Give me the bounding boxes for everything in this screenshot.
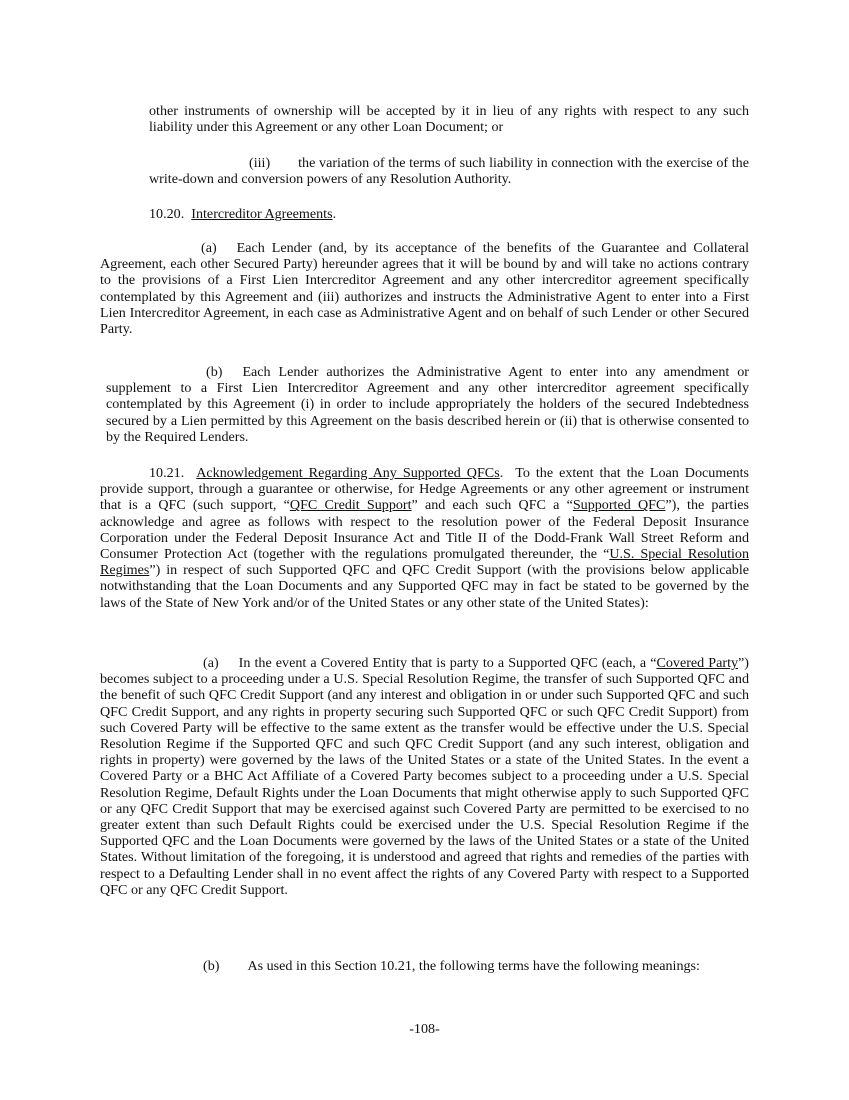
section-10-21-text-2: ” and each such QFC a “: [411, 497, 573, 514]
section-10-21-title-end: .: [499, 465, 504, 481]
section-10-21-text-4: ”) in respect of such Supported QFC and QFC Credit Support (with the provisions below applicable notwithstanding that the Loan Documents and any Supported QFC may in fact be stated to be governed by the laws of the State of New York and/or of the United States or any other state of the United States):: [100, 562, 749, 611]
section-10-21-text-3: ”), the parties acknowledge and agree as follows with respect to the resolution power of the Federal Deposit Insurance Corporation under the Federal Deposit Insurance Act and Title II of the Dodd-Frank Wall Street Reform and Consumer Protection Act (together with the regulations promulgated thereunder, the “: [100, 497, 749, 563]
section-10-20-a-label: (a): [201, 240, 217, 256]
section-10-20-number: 10.20.: [149, 206, 185, 222]
section-10-20-b-text: Each Lender authorizes the Administrative Agent to enter into any amendment or supplement to a First Lien Intercreditor Agreement and any other intercreditor agreement specifically contemplated by this Agreement (i) in order to include appropriately the holders of the secured Indebtedness secured by a Lien permitted by this Agreement on the basis described herein or (ii) that is otherwise consented to by the Required Lenders.: [106, 364, 749, 445]
page-number: -108-: [409, 1021, 440, 1037]
section-10-21-a-text-2: ”) becomes subject to a proceeding under a U.S. Special Resolution Regime, the transfer of such Supported QFC and the benefit of such QFC Credit Support (and any interest and obligation in or under such Supported QFC and such QFC Credit Support, and any rights in property securing such Supported QFC or such QFC Credit Support) from such Covered Party will be effective to the same extent as the transfer would be effective under the U.S. Special Resolution Regime if the Supported QFC and such QFC Credit Support (and any such interest, obligation and rights in property) were governed by the laws of the United States or a state of the United States. In the event a Covered Party or a BHC Act Affiliate of a Covered Party becomes subject to a proceeding under a U.S. Special Resolution Regime, Default Rights under the Loan Documents that might otherwise apply to such Supported QFC or any QFC Credit Support that may be exercised against such Covered Party are permitted to be exercised to no greater extent than such Default Rights could be exercised under the U.S. Special Resolution Regime if the Supported QFC and the Loan Documents were governed by the laws of the United States or a state of the United States. Without limitation of the foregoing, it is understood and agreed that rights and remedies of the parties with respect to a Defaulting Lender shall in no event affect the rights of any Covered Party with respect to a Supported QFC or any QFC Credit Support.: [100, 655, 749, 898]
section-10-20-title-end: .: [332, 206, 337, 222]
section-10-21-a-text-1: In the event a Covered Entity that is party to a Supported QFC (each, a “: [238, 655, 657, 671]
defined-term-us-special-resolution-regimes: U.S. Special Resolution Regimes: [100, 546, 749, 579]
section-10-21-b-text: As used in this Section 10.21, the following terms have the following meanings:: [247, 958, 700, 974]
section-10-20-heading: [149, 206, 749, 222]
section-10-21-number: 10.21.: [149, 465, 185, 481]
continuation-paragraph: [149, 103, 749, 135]
section-10-21-b-label: (b): [203, 958, 220, 974]
defined-term-covered-party: Covered Party: [656, 655, 739, 671]
section-10-21-text-1: To the extent that the Loan Documents provide support, through a guarantee or otherwise, for Hedge Agreements or any other agreement or instrument that is a QFC (such support, “: [100, 465, 749, 514]
clause-iii-paragraph: [149, 155, 749, 187]
section-10-20-sub-a: [100, 240, 749, 337]
section-10-21-a-label: (a): [203, 655, 219, 671]
section-10-20-sub-b: [106, 364, 749, 445]
clause-iii-number: (iii): [249, 155, 271, 171]
section-10-21-paragraph: [100, 465, 749, 611]
section-10-20-a-text: Each Lender (and, by its acceptance of the benefits of the Guarantee and Collateral Agreement, each other Secured Party) hereunder agrees that it will be bound by and will take no actions contrary to the provisions of a First Lien Intercreditor Agreement and any other intercreditor agreement specifically contemplated by this Agreement and (iii) authorizes and instructs the Administrative Agent to enter into a First Lien Intercreditor Agreement, in each case as Administrative Agent and on behalf of such Lender or other Secured Party.: [100, 240, 749, 338]
continuation-text: other instruments of ownership will be accepted by it in lieu of any rights with respect to any such liability under this Agreement or any other Loan Document; or: [149, 103, 749, 136]
defined-term-supported-qfc: Supported QFC: [572, 497, 666, 514]
section-10-20-b-label: (b): [206, 364, 223, 380]
section-10-21-title: Acknowledgement Regarding Any Supported QFCs: [196, 465, 500, 481]
section-10-20-title: Intercreditor Agreements: [191, 206, 333, 222]
clause-iii-text: the variation of the terms of such liability in connection with the exercise of the write-down and conversion powers of any Resolution Authority.: [149, 155, 749, 188]
defined-term-qfc-credit-support: QFC Credit Support: [289, 497, 412, 514]
section-10-21-sub-a: [100, 655, 749, 898]
section-10-21-sub-b: [100, 958, 749, 974]
